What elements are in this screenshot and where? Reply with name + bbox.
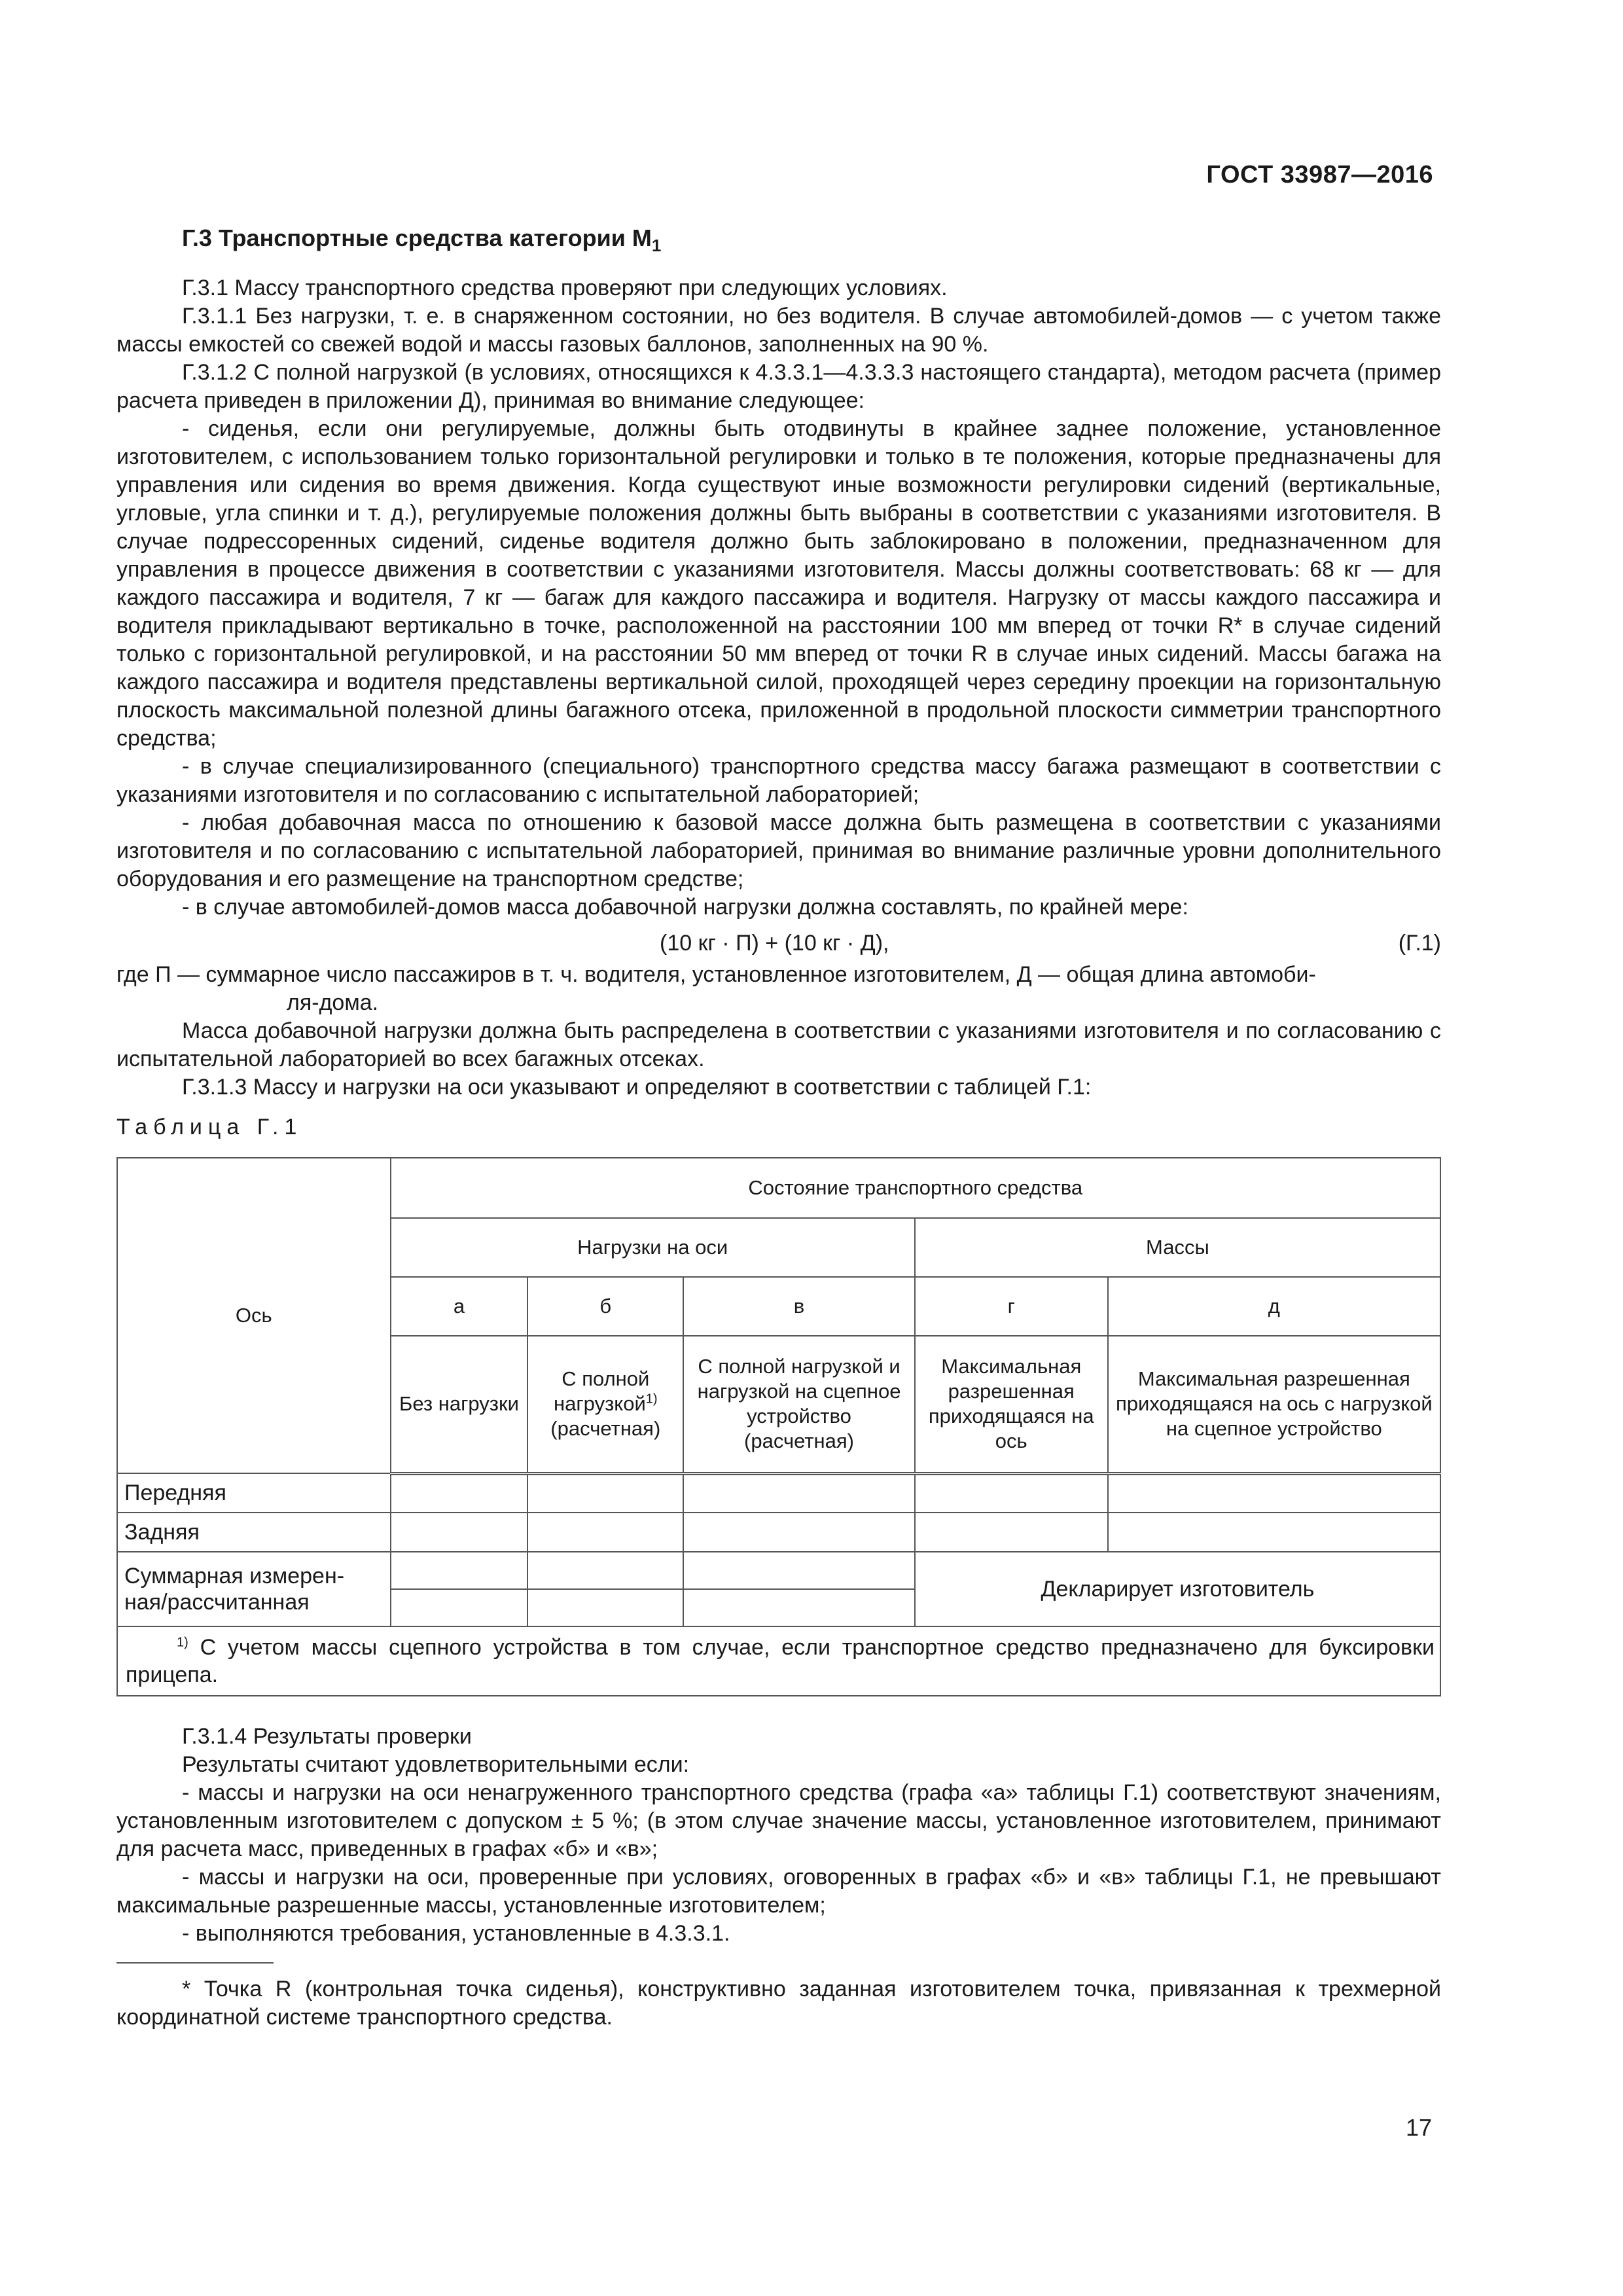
- column-letter: а: [391, 1277, 528, 1336]
- column-b-header: С полной нагрузкой$^{1)}$ (расчетная): [527, 1336, 683, 1473]
- paragraph-results-intro: Результаты считают удовлетворительными если:: [182, 1752, 690, 1778]
- formula-g1: [116, 924, 1441, 961]
- row-label-rear: Задняя: [117, 1513, 391, 1552]
- page-footnote: * Точка R (контрольная точка сиденья), конструктивно заданная изготовителем точка, привязанная к трехмерной координатной системе транспортного средства.: [116, 1977, 1441, 2030]
- paragraph-g3-1-1: Г.3.1.1 Без нагрузки, т. е. в снаряженном состоянии, но без водителя. В случае автомобилей-домов — с учетом также массы емкостей со свежей водой и массы газовых баллонов, заполненных на 90 %.: [116, 304, 1441, 357]
- paragraph-g3-1-3: Г.3.1.3 Массу и нагрузки на оси указывают и определяют в соответствии с таблицей Г.1:: [182, 1075, 1092, 1100]
- formula-number: (Г.1): [1398, 931, 1441, 956]
- page-number: 17: [1405, 2114, 1432, 2141]
- column-v-header: С полной нагрузкой и нагрузкой на сцепное устройство (расчетная): [683, 1336, 915, 1473]
- table-row: [117, 1513, 1440, 1552]
- formula-explanation: где П — суммарное число пассажиров в т. ч. водителя, установленное изготовителем, Д — общая длина автомоби- ля-дома.: [116, 962, 1316, 1016]
- column-letter: в: [683, 1277, 915, 1336]
- list-item-max-masses: - массы и нагрузки на оси, проверенные при условиях, оговоренных в графах «б» и «в» таблицы Г.1, не превышают максимальные разрешенные массы, установленные изготовителем;: [116, 1865, 1441, 1918]
- column-letter: д: [1108, 1277, 1440, 1336]
- paragraph-load-distribution: Масса добавочной нагрузки должна быть распределена в соответствии с указаниями изготовителя и по согласованию с испытательной лабораторией во всех багажных отсеках.: [116, 1018, 1441, 1072]
- formula-expression: (10 кг · П) + (10 кг · Д),: [660, 931, 889, 956]
- footnote-separator: [116, 1962, 274, 1964]
- list-item-unloaded: - массы и нагрузки на оси ненагруженного транспортного средства (графа «а» таблицы Г.1) соответствуют значениям, установленным изготовителем с допуском ± 5 %; (в этом случае значение массы, установленное изготовителем, принимают для расчета масс, приведенных в графах «б» и «в»;: [116, 1780, 1441, 1862]
- row-label-total: Суммарная измерен-ная/рассчитанная: [117, 1552, 391, 1626]
- row-label-front: Передняя: [117, 1473, 391, 1513]
- column-g-header: Максимальная разрешенная приходящаяся на ось: [915, 1336, 1108, 1473]
- axle-loads-header: Нагрузки на оси: [391, 1218, 915, 1277]
- paragraph-g3-1-4: Г.3.1.4 Результаты проверки: [182, 1724, 472, 1749]
- vehicle-state-header: Состояние транспортного средства: [391, 1158, 1440, 1218]
- paragraph-g3-1: Г.3.1 Массу транспортного средства проверяют при следующих условиях.: [182, 276, 948, 301]
- list-item-requirements: - выполняются требования, установленные в 4.3.3.1.: [182, 1921, 730, 1946]
- table-row: [117, 1473, 1440, 1513]
- paragraph-g3-1-2: Г.3.1.2 С полной нагрузкой (в условиях, относящихся к 4.3.3.1—4.3.3.3 настоящего стандарта), методом расчета (пример расчета приведен в приложении Д), принимая во внимание следующее:: [116, 360, 1441, 414]
- column-letter: б: [527, 1277, 683, 1336]
- column-a-header: Без нагрузки: [391, 1336, 528, 1473]
- document-code: ГОСТ 33987—2016: [1206, 161, 1433, 188]
- list-item-additional-mass: - любая добавочная масса по отношению к базовой массе должна быть размещена в соответствии с указаниями изготовителя и по согласованию с испытательной лабораторией, принимая во внимание различные уровни дополнительного оборудования и его размещение на транспортном средстве;: [116, 810, 1441, 892]
- axis-header: Ось: [117, 1158, 391, 1473]
- page-content: [116, 224, 1441, 2032]
- list-item-motorhome: - в случае автомобилей-домов масса добавочной нагрузки должна составлять, по крайней мере:: [182, 895, 1188, 920]
- table-caption: Таблица Г.1: [116, 1115, 303, 1140]
- declared-by-manufacturer: Декларирует изготовитель: [915, 1552, 1440, 1626]
- table-g1: [116, 1157, 1441, 1696]
- list-item-seats: - сиденья, если они регулируемые, должны быть отодвинуты в крайнее заднее положение, установленное изготовителем, с использованием только горизонтальной регулировки и только в те положения, которые предназначены для управления или сидения во время движения. Когда существуют иные возможности регулировки сидений (вертикальные, угловые, угла спинки и т. д.), регулируемые положения должны быть выбраны в соответствии с указаниями изготовителя. В случае подрессоренных сидений, сиденье водителя должно быть заблокировано в положении, предназначенном для управления в процессе движения в соответствии с указаниями изготовителя. Массы должны соответствовать: 68 кг — для каждого пассажира и водителя, 7 кг — багаж для каждого пассажира и водителя. Нагрузку от массы каждого пассажира и водителя прикладывают вертикально в точке, расположенной на расстоянии 100 мм вперед от точки R* в случае сидений только с горизонтальной регулировкой, и на расстоянии 50 мм вперед от точки R в случае иных сидений. Массы багажа на каждого пассажира и водителя представлены вертикальной силой, проходящей через середину проекции на горизонтальную плоскость максимальной полезной длины багажного отсека, приложенной в продольной плоскости симметрии транспортного средства;: [116, 416, 1441, 751]
- table-footnote: $^{1)}$ С учетом массы сцепного устройства в том случае, если транспортное средство предназначено для буксировки прицепа.: [117, 1626, 1440, 1696]
- section-title: Г.3 Транспортные средства категории $М_1$: [182, 224, 662, 256]
- column-letter: г: [915, 1277, 1108, 1336]
- table-row: [117, 1552, 1440, 1589]
- list-item-special-vehicle: - в случае специализированного (специального) транспортного средства массу багажа размещают в соответствии с указаниями изготовителя и по согласованию с испытательной лабораторией;: [116, 754, 1441, 808]
- masses-header: Массы: [915, 1218, 1440, 1277]
- column-d-header: Максимальная разрешенная приходящаяся на ось с нагрузкой на сцепное устройство: [1108, 1336, 1440, 1473]
